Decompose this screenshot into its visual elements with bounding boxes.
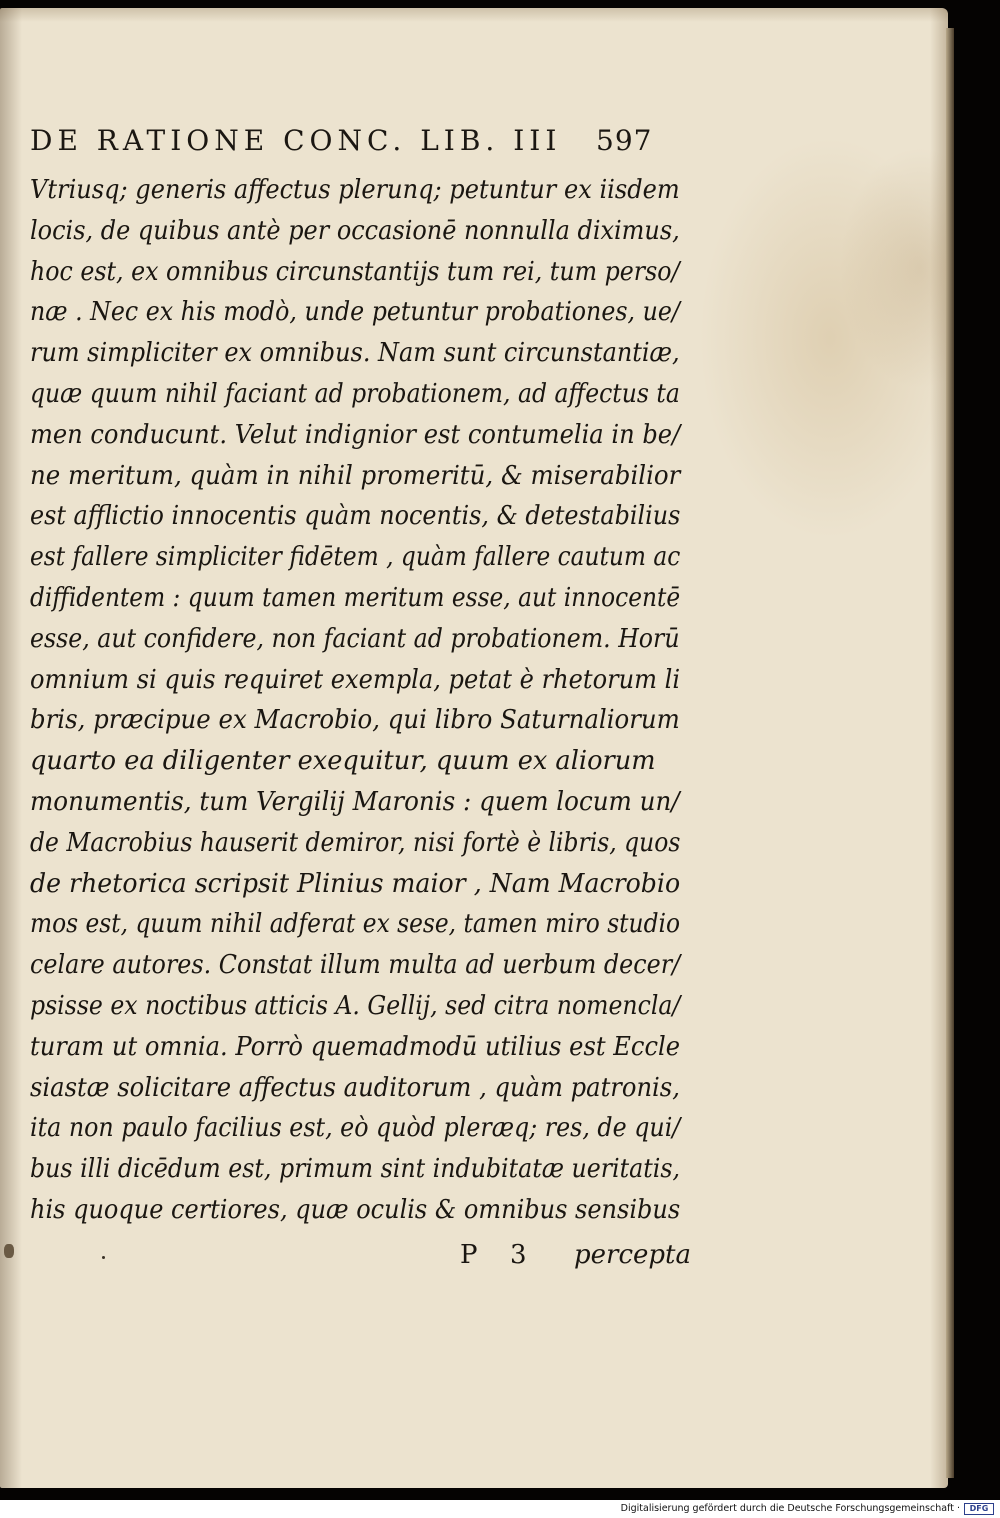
text-line: hoc est, ex omnibus circunstantijs tum rei, tum perso/ xyxy=(30,256,680,287)
text-line: Vtriusq; generis affectus plerunq; petuntur ex iisdem xyxy=(30,175,680,205)
text-line: ne meritum, quàm in nihil promeritū, & miserabilior xyxy=(30,460,681,491)
text-line: siastæ solicitare affectus auditorum , quàm patronis, xyxy=(30,1072,680,1103)
credit-bar xyxy=(0,1500,1000,1518)
book-page xyxy=(0,8,948,1488)
paper-blemish xyxy=(102,1256,105,1259)
running-head xyxy=(30,118,680,166)
catchline xyxy=(460,1240,690,1280)
funding-credit: Digitalisierung gefördert durch die Deutsche Forschungsgemeinschaft · xyxy=(620,1503,960,1514)
text-line: diffidentem : quum tamen meritum esse, aut innocentē xyxy=(30,582,681,613)
page-edge xyxy=(946,28,954,1478)
text-line: est afflictio innocentis quàm nocentis, & detestabilius xyxy=(30,501,681,532)
running-head-title: DE RATIONE CONC. LIB. III xyxy=(30,124,562,157)
paper-blemish xyxy=(4,1244,14,1258)
text-line: rum simpliciter ex omnibus. Nam sunt circunstantiæ, xyxy=(30,338,680,369)
text-line: bus illi dicēdum est, primum sint indubitatæ ueritatis, xyxy=(30,1154,681,1185)
body-text xyxy=(30,170,690,1231)
text-line: de rhetorica scripsit Plinius maior , Nam Macrobio xyxy=(30,868,681,899)
text-line: men conducunt. Velut indignior est contumelia in be/ xyxy=(30,419,681,450)
text-line: quarto ea diligenter exequitur, quum ex aliorum xyxy=(30,746,656,777)
text-line: bris, præcipue ex Macrobio, qui libro Saturnaliorum xyxy=(30,705,680,736)
signature-number: 3 xyxy=(510,1240,527,1270)
text-line: monumentis, tum Vergilij Maronis : quem locum un/ xyxy=(30,786,680,817)
text-line: est fallere simpliciter fidētem , quàm fallere cautum ac xyxy=(30,542,681,573)
text-line: mos est, quum nihil adferat ex sese, tamen miro studio xyxy=(30,909,680,940)
text-line: esse, aut confidere, non faciant ad probationem. Horū xyxy=(30,623,680,654)
dfg-logo-text: DFG xyxy=(969,1504,989,1513)
text-line: ita non paulo facilius est, eò quòd pleræq; res, de qui/ xyxy=(30,1113,681,1144)
dfg-logo xyxy=(964,1503,994,1515)
text-line: næ . Nec ex his modò, unde petuntur probationes, ue/ xyxy=(30,297,680,328)
text-line: psisse ex noctibus atticis A. Gellij, sed citra nomencla/ xyxy=(30,990,681,1021)
text-line: omnium si quis requiret exempla, petat è rhetorum li xyxy=(30,664,681,695)
text-line: turam ut omnia. Porrò quemadmodū utilius est Eccle xyxy=(30,1031,681,1062)
text-line: quæ quum nihil faciant ad probationem, ad affectus ta xyxy=(30,378,680,409)
signature-mark: P xyxy=(460,1240,478,1270)
text-line: de Macrobius hauserit demiror, nisi fortè è libris, quos xyxy=(30,827,681,858)
text-line: celare autores. Constat illum multa ad uerbum decer/ xyxy=(30,950,681,981)
text-line: his quoque certiores, quæ oculis & omnibus sensibus xyxy=(30,1194,681,1225)
text-line: locis, de quibus antè per occasionē nonnulla diximus, xyxy=(30,215,680,246)
page-number: 597 xyxy=(596,124,653,157)
catchword: percepta xyxy=(574,1240,691,1270)
